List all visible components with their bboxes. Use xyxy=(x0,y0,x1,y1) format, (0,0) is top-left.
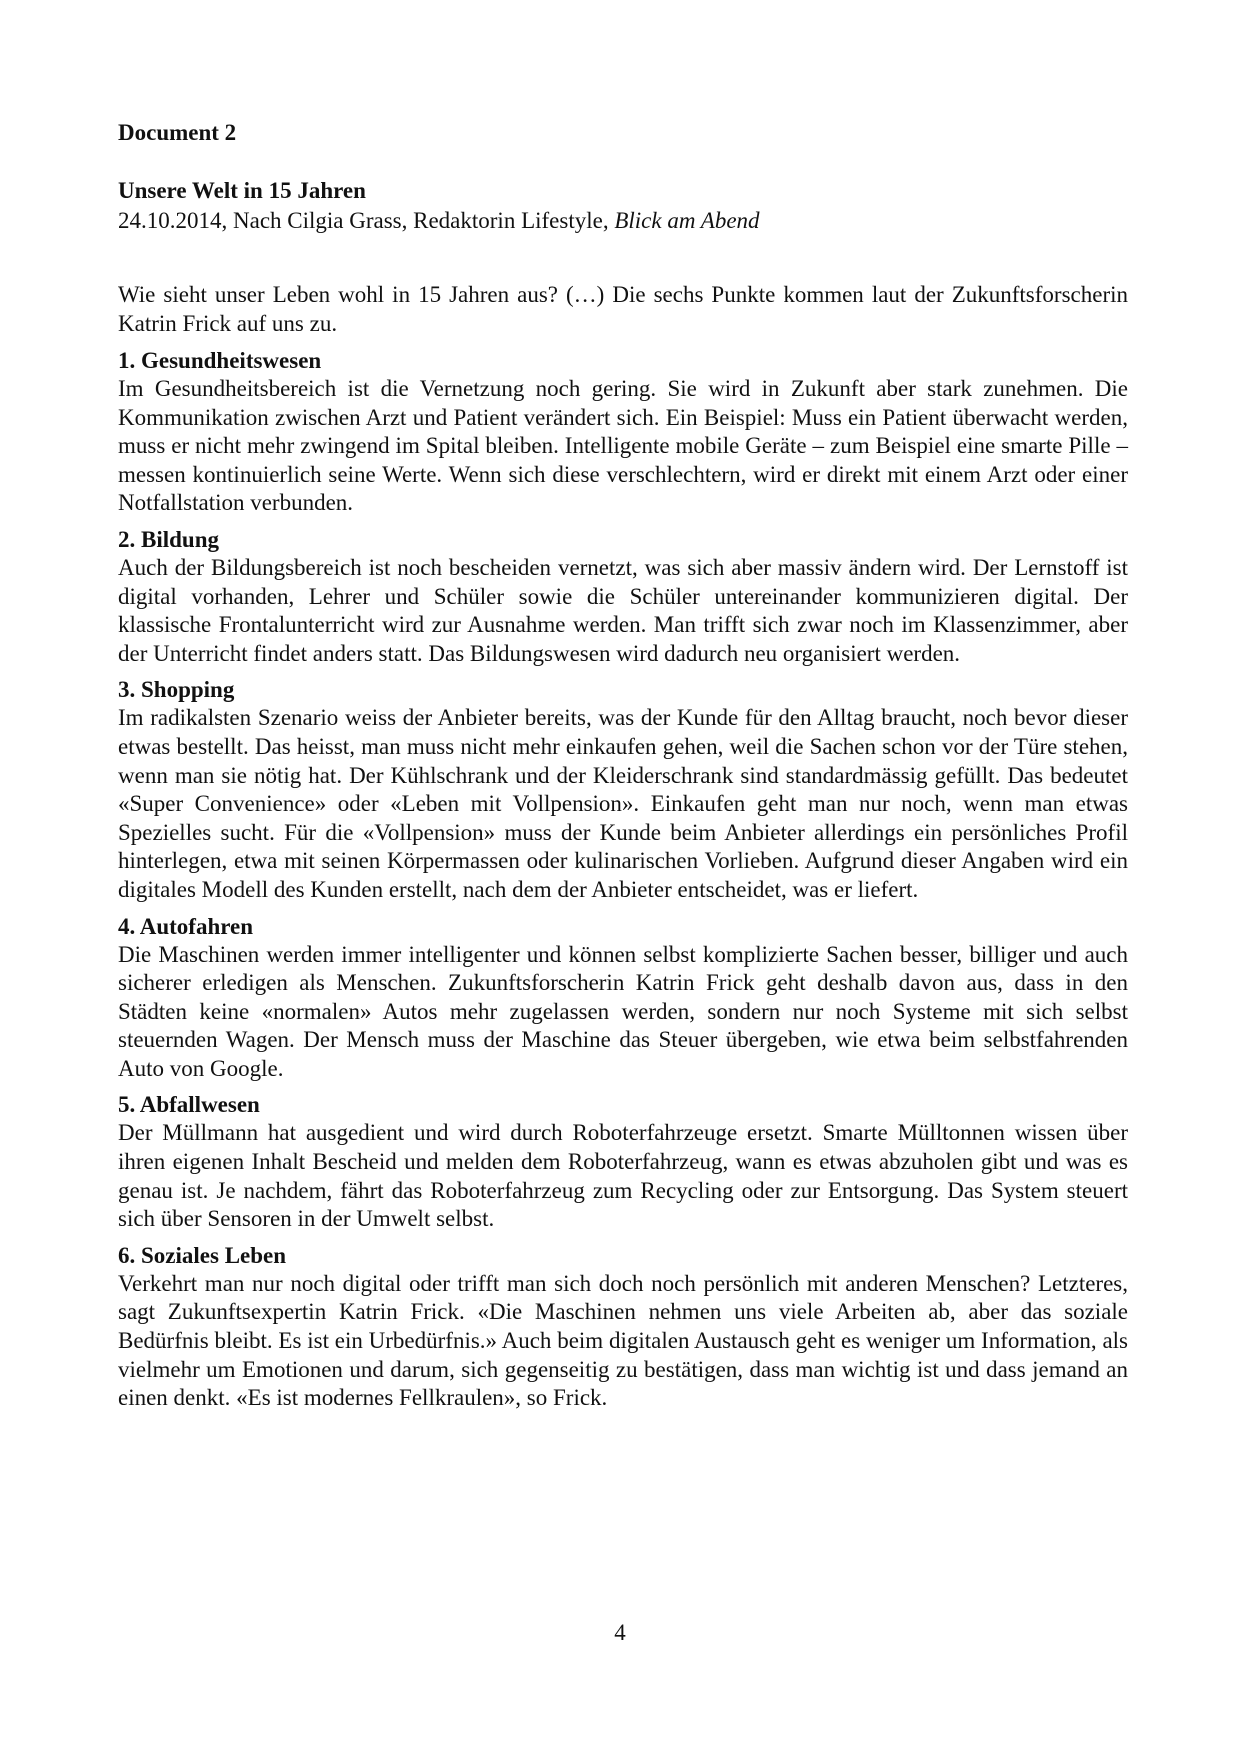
section-heading: 5. Abfallwesen xyxy=(118,1092,260,1118)
section-heading: 1. Gesundheitswesen xyxy=(118,348,322,373)
source-publication: Blick am Abend xyxy=(614,208,760,233)
intro-paragraph: Wie sieht unser Leben wohl in 15 Jahren aus? (…) Die sechs Punkte kommen laut der Zukunftsforscherin Katrin Frick auf uns zu. xyxy=(118,282,1128,336)
section-shopping xyxy=(118,675,1128,904)
article-title: Unsere Welt in 15 Jahren xyxy=(118,178,366,203)
section-body: Der Müllmann hat ausgedient und wird durch Roboterfahrzeuge ersetzt. Smarte Mülltonnen wissen über ihren eigenen Inhalt Bescheid und melden dem Roboterfahrzeug, wann es etwas abzuholen gibt und was es genau ist. Je nachdem, fährt das Roboterfahrzeug zum Recycling oder zur Entsorgung. Das System steuert sich über Sensoren in der Umwelt selbst. xyxy=(118,1120,1128,1232)
section-heading: 2. Bildung xyxy=(118,526,219,552)
section-soziales-leben xyxy=(118,1241,1128,1413)
page-number: 4 xyxy=(614,1620,626,1645)
section-gesundheitswesen xyxy=(118,346,1128,518)
section-body: Im radikalsten Szenario weiss der Anbieter bereits, was der Kunde für den Alltag braucht, noch bevor dieser etwas bestellt. Das heisst, man muss nicht mehr einkaufen gehen, weil die Sachen schon vor der Türe stehen, wenn man sie nötig hat. Der Kühlschrank und der Kleiderschrank sind standardmässig gefüllt. Das bedeutet «Super Convenience» oder «Leben mit Vollpension». Einkaufen geht man nur noch, wenn man etwas Spezielles sucht. Für die «Vollpension» muss der Kunde beim Anbieter allerdings ein persönliches Profil hinterlegen, etwa mit seinen Körpermassen oder kulinarischen Vorlieben. Aufgrund dieser Angaben wird ein digitales Modell des Kunden erstellt, nach dem der Anbieter entscheidet, was er liefert. xyxy=(118,705,1128,902)
section-heading: 3. Shopping xyxy=(118,677,235,703)
section-heading: 4. Autofahren xyxy=(118,913,254,939)
source-line xyxy=(118,206,1128,236)
section-bildung xyxy=(118,525,1128,668)
document-page xyxy=(118,118,1128,1420)
section-body: Im Gesundheitsbereich ist die Vernetzung noch gering. Sie wird in Zukunft aber stark zunehmen. Die Kommunikation zwischen Arzt und Patient verändert sich. Ein Beispiel: Muss ein Patient überwacht werden, muss er nicht mehr zwingend im Spital bleiben. Intelligente mobile Geräte – zum Beispiel eine smarte Pille – messen kontinuierlich seine Werte. Wenn sich diese verschlechtern, wird er direkt mit einem Arzt oder einer Notfallstation verbunden. xyxy=(118,376,1128,516)
source-prefix: 24.10.2014, Nach Cilgia Grass, Redaktorin Lifestyle, xyxy=(118,208,615,233)
document-label: Document 2 xyxy=(118,120,237,145)
section-body: Auch der Bildungsbereich ist noch bescheiden vernetzt, was sich aber massiv ändern wird. Der Lernstoff ist digital vorhanden, Lehrer und Schüler sowie die Schüler untereinander kommunizieren digital. Der klassische Frontalunterricht wird zur Ausnahme werden. Man trifft sich zwar noch im Klassenzimmer, aber der Unterricht findet anders statt. Das Bildungswesen wird dadurch neu organisiert werden. xyxy=(118,554,1128,666)
section-body: Verkehrt man nur noch digital oder trifft man sich doch noch persönlich mit anderen Menschen? Letzteres, sagt Zukunftsexpertin Katrin Frick. «Die Maschinen nehmen uns viele Arbeiten ab, aber das soziale Bedürfnis bleibt. Es ist ein Urbedürfnis.» Auch beim digitalen Austausch geht es weniger um Information, als vielmehr um Emotionen und darum, sich gegenseitig zu bestätigen, dass man wichtig ist und dass jemand an einen denkt. «Es ist modernes Fellkraulen», so Frick. xyxy=(118,1270,1128,1411)
section-body: Die Maschinen werden immer intelligenter und können selbst komplizierte Sachen besser, billiger und auch sicherer erledigen als Menschen. Zukunftsforscherin Katrin Frick geht deshalb davon aus, dass in den Städten keine «normalen» Autos mehr zugelassen werden, sondern nur noch Systeme mit sich selbst steuernden Wagen. Der Mensch muss der Maschine das Steuer übergeben, wie etwa beim selbstfahrenden Auto von Google. xyxy=(118,941,1128,1081)
section-abfallwesen xyxy=(118,1090,1128,1233)
section-autofahren xyxy=(118,912,1128,1084)
section-heading: 6. Soziales Leben xyxy=(118,1242,287,1268)
